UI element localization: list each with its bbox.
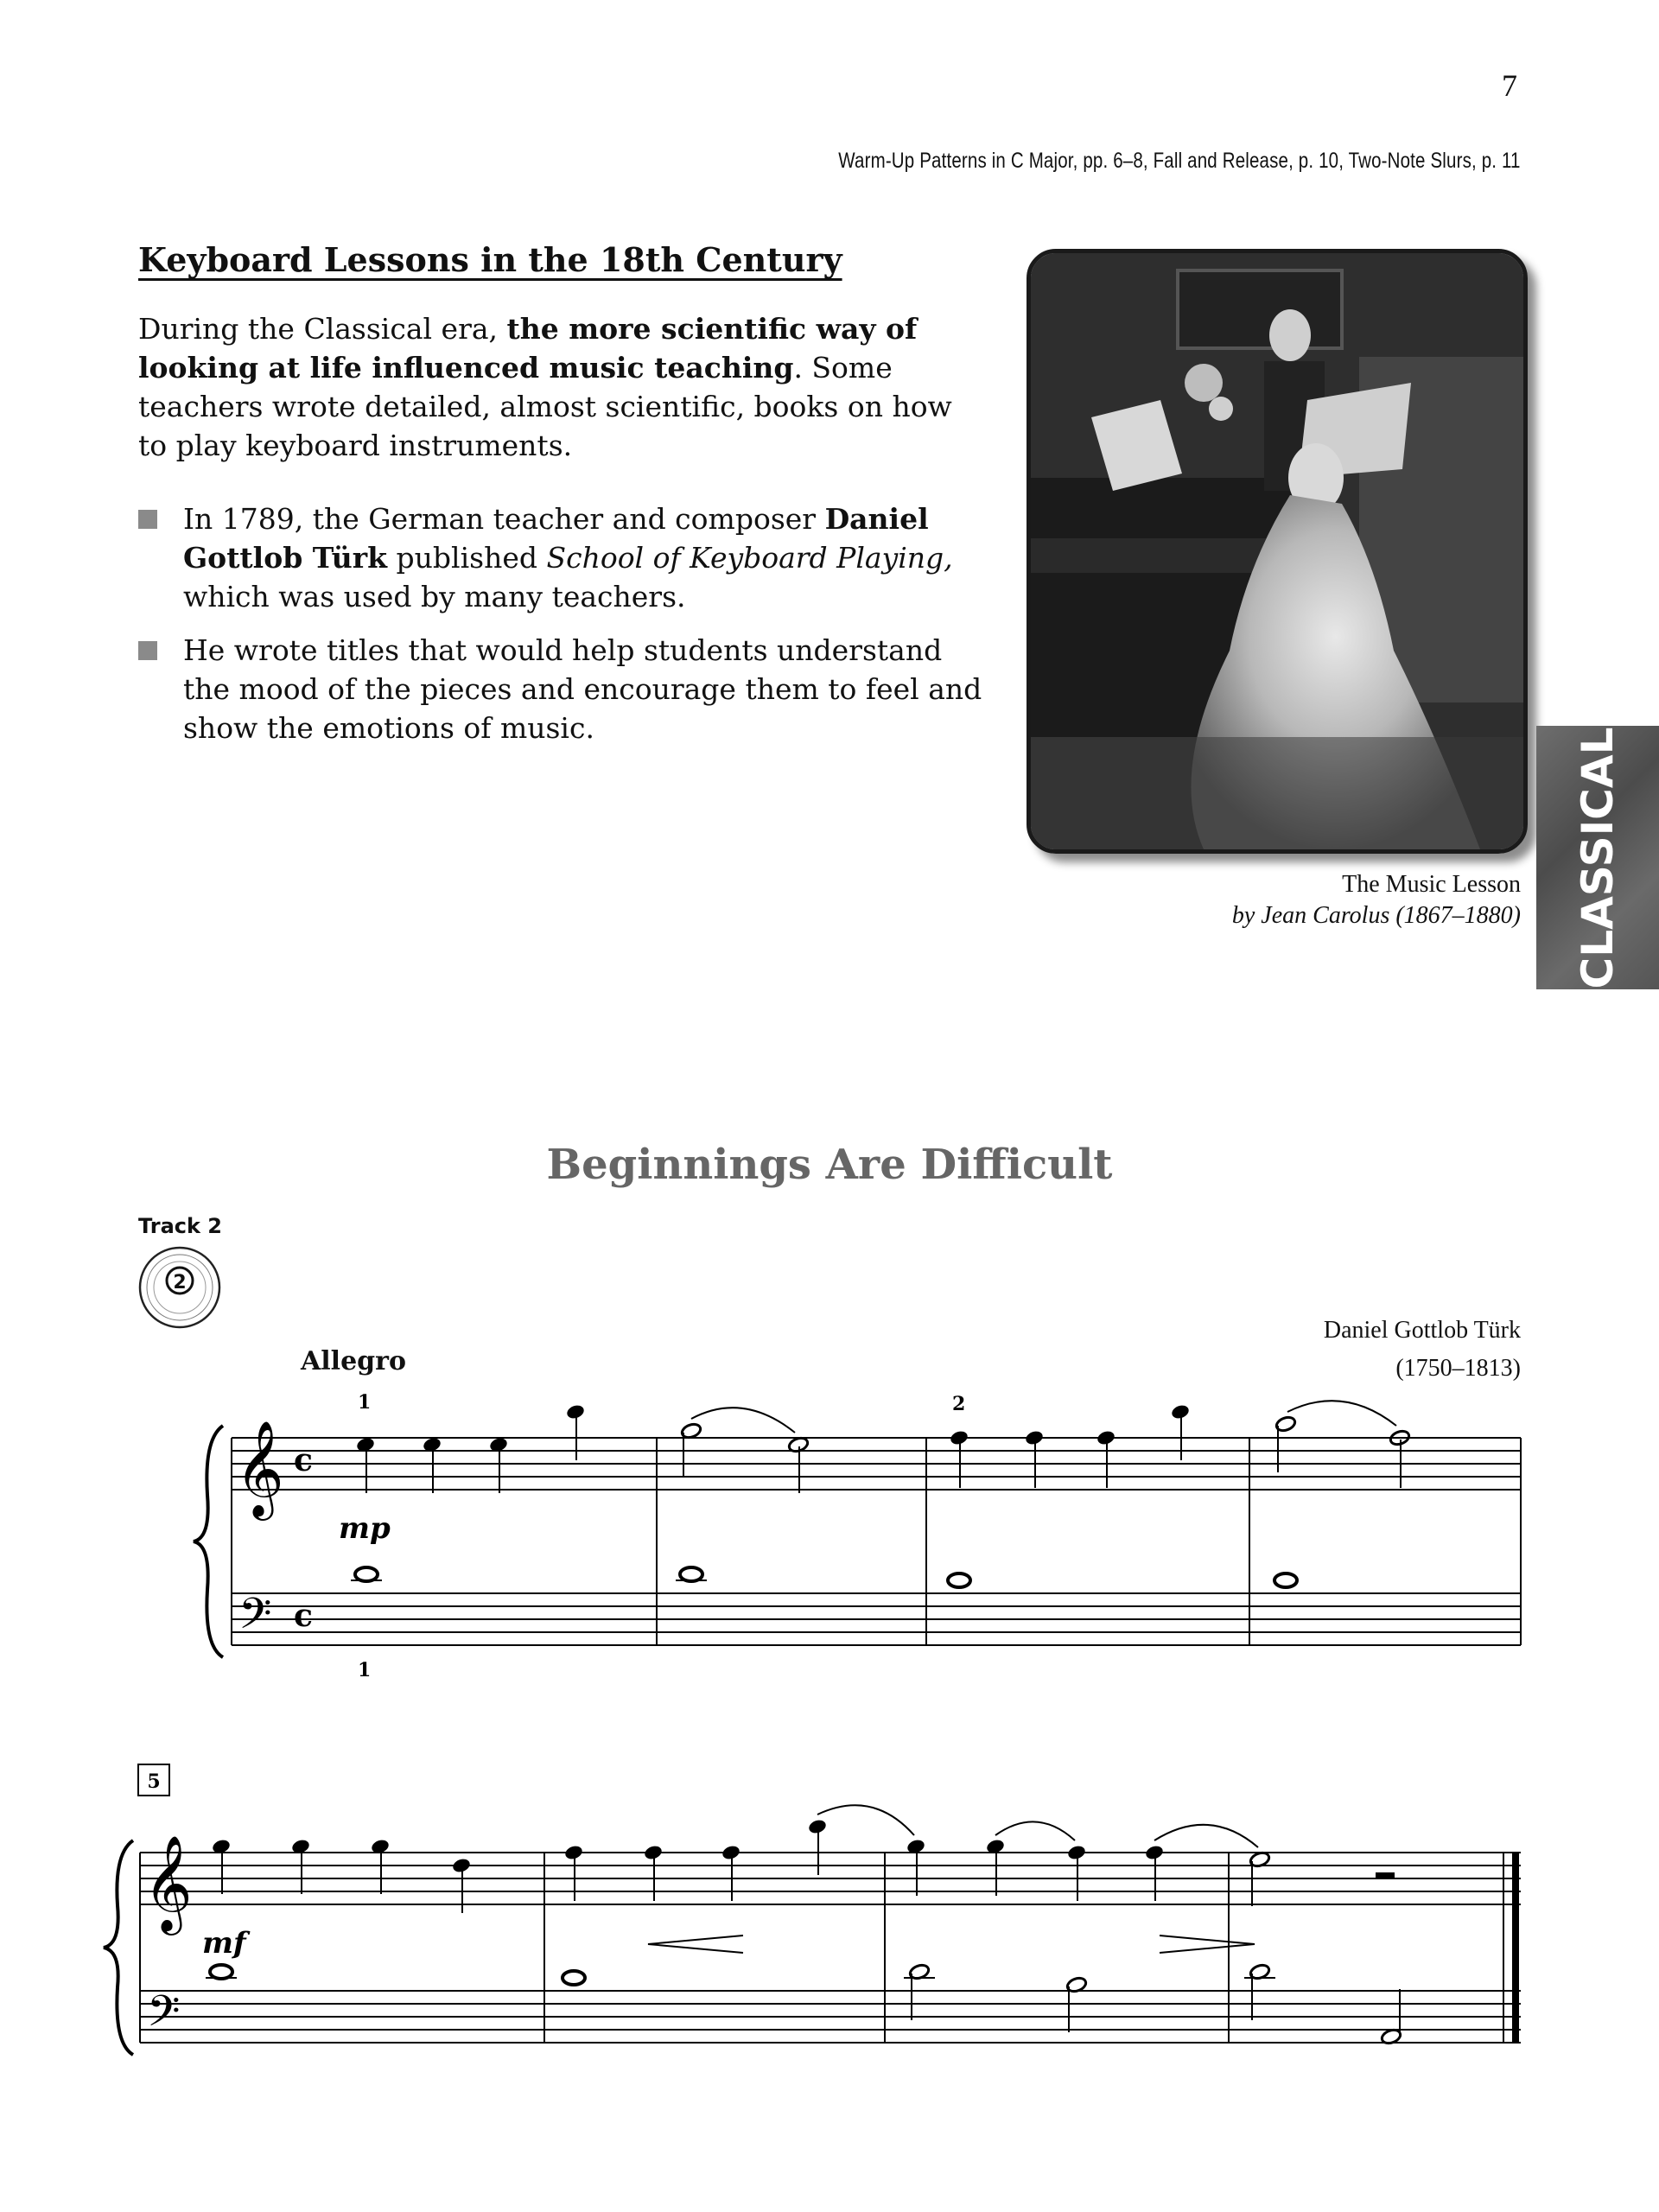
bass-clef: 𝄢 xyxy=(238,1589,272,1649)
bullet1-text-1: In 1789, the German teacher and composer xyxy=(183,502,825,536)
music-system-1 xyxy=(0,1374,1659,1702)
bullet-square-icon xyxy=(138,641,157,660)
bullet1-bold: Daniel Gottlob Türk xyxy=(183,502,929,575)
track-number: 2 xyxy=(173,1272,187,1294)
bullet2-text: He wrote titles that would help students understand the mood of the pieces and encourage them to feel and show the emotions of music. xyxy=(183,633,982,745)
bass-notes xyxy=(351,1567,1297,1587)
barlines-2 xyxy=(544,1853,1229,2043)
bullet-square-icon xyxy=(138,510,157,529)
grand-staff-brace-2 xyxy=(104,1840,133,2055)
treble-clef: 𝄞 xyxy=(235,1420,284,1516)
bullet1-text-2: published xyxy=(387,541,547,575)
section-side-tab xyxy=(1536,726,1659,989)
half-rest xyxy=(1376,1872,1395,1878)
cd-track-icon xyxy=(138,1246,225,1332)
painting-image xyxy=(1031,253,1523,849)
bass-staff-2 xyxy=(140,1991,1521,2043)
section-heading: Keyboard Lessons in the 18th Century xyxy=(138,240,842,279)
bullet-item-1 xyxy=(138,499,994,616)
bullet1-text-3: which was used by many teachers. xyxy=(183,580,686,613)
grand-staff-brace xyxy=(194,1426,223,1657)
music-system-2 xyxy=(0,1754,1659,2082)
composer-name: Daniel Gottlob Türk xyxy=(1323,1317,1521,1344)
composer-dates: (1750–1813) xyxy=(1395,1355,1521,1382)
decrescendo-hairpin xyxy=(1160,1936,1255,1953)
bullet1-book-title: School of Keyboard Playing, xyxy=(546,541,953,575)
bass-clef-2: 𝄢 xyxy=(147,1986,181,2047)
fingering-rh-2: 2 xyxy=(952,1393,966,1415)
cross-reference: Warm-Up Patterns in C Major, pp. 6–8, Fall and Release, p. 10, Two-Note Slurs, p. 11 xyxy=(838,149,1521,173)
painting-title: The Music Lesson xyxy=(1342,871,1521,898)
bullet-item-2 xyxy=(138,631,994,747)
side-tab-label: CLASSICAL xyxy=(1573,727,1623,988)
intro-text-1: During the Classical era, xyxy=(138,312,507,346)
intro-paragraph xyxy=(138,309,985,465)
measure-number: 5 xyxy=(147,1770,161,1793)
intro-text-2: . Some teachers wrote detailed, almost scientific, books on how to play keyboard instruments. xyxy=(138,351,952,462)
time-signature-bass: c xyxy=(294,1598,313,1634)
page-number: 7 xyxy=(1502,68,1517,103)
track-label: Track 2 xyxy=(138,1214,223,1238)
tempo-marking: Allegro xyxy=(301,1346,406,1376)
music-lesson-painting xyxy=(1027,249,1528,854)
fingering-lh-1: 1 xyxy=(358,1659,372,1681)
fingering-rh-1: 1 xyxy=(358,1391,372,1414)
painting-credit: by Jean Carolus (1867–1880) xyxy=(1231,902,1521,929)
dynamic-hairpins xyxy=(648,1936,1255,1953)
time-signature-treble: c xyxy=(294,1442,313,1478)
treble-staff-2 xyxy=(140,1853,1521,1904)
crescendo-hairpin xyxy=(648,1936,743,1953)
dynamic-mp: mp xyxy=(339,1511,391,1546)
bass-staff xyxy=(232,1593,1521,1645)
song-title: Beginnings Are Difficult xyxy=(546,1141,1113,1189)
treble-clef-2: 𝄞 xyxy=(143,1834,193,1931)
treble-notes-2 xyxy=(211,1797,1395,1913)
dynamic-mf: mf xyxy=(202,1926,246,1961)
treble-notes xyxy=(355,1401,1411,1493)
intro-text-bold: the more scientific way of looking at life influenced music teaching xyxy=(138,312,918,385)
barlines xyxy=(657,1438,1521,1645)
bass-notes-2 xyxy=(206,1949,1402,2045)
